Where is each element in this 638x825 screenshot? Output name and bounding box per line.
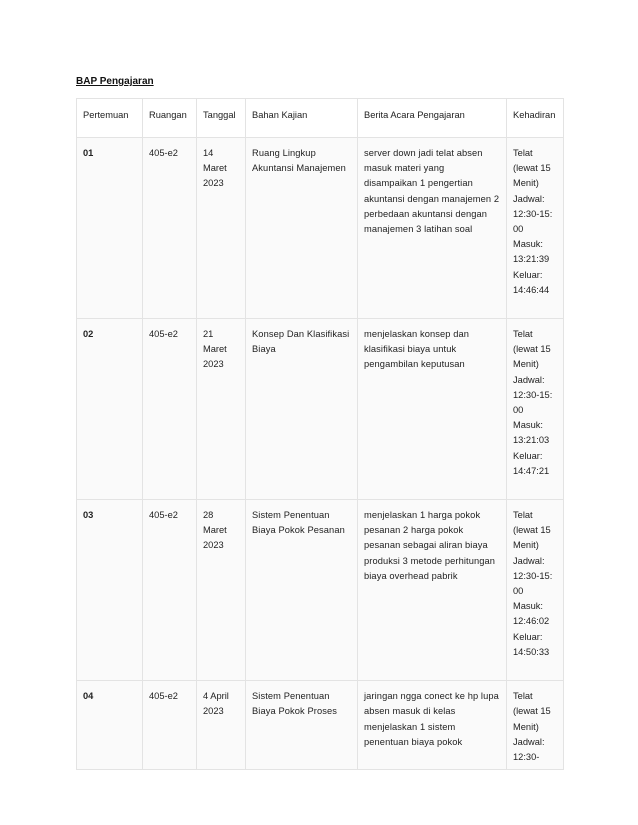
cell-kehadiran bbox=[507, 138, 564, 319]
cell-ruangan: 405-e2 bbox=[143, 138, 197, 319]
kehadiran-schedule-label: Jadwal: bbox=[513, 374, 545, 385]
cell-bahan-kajian: Sistem Penentuan Biaya Pokok Proses bbox=[246, 681, 358, 770]
cell-pertemuan: 04 bbox=[77, 681, 143, 770]
cell-berita-acara: menjelaskan konsep dan klasifikasi biaya untuk pengambilan keputusan bbox=[358, 319, 507, 500]
cell-bahan-kajian: Sistem Penentuan Biaya Pokok Pesanan bbox=[246, 500, 358, 681]
cell-tanggal: 28 Maret 2023 bbox=[197, 500, 246, 681]
document-title-text: BAP Pengajaran bbox=[76, 76, 154, 87]
cell-ruangan: 405-e2 bbox=[143, 319, 197, 500]
kehadiran-status: Telat bbox=[513, 329, 533, 340]
header-kehadiran: Kehadiran bbox=[507, 99, 564, 138]
kehadiran-out-value: 14:47:21 bbox=[513, 465, 550, 476]
table-header-row bbox=[77, 99, 564, 138]
cell-pertemuan: 01 bbox=[77, 138, 143, 319]
cell-kehadiran bbox=[507, 681, 564, 770]
kehadiran-in-label: Masuk: bbox=[513, 239, 543, 250]
cell-kehadiran bbox=[507, 319, 564, 500]
kehadiran-out-label: Keluar: bbox=[513, 269, 543, 280]
kehadiran-late-note: (lewat 15Menit) bbox=[513, 706, 551, 732]
kehadiran-schedule-value: 12:30-15:00 bbox=[513, 570, 553, 597]
cell-ruangan: 405-e2 bbox=[143, 500, 197, 681]
kehadiran-schedule-label: Jadwal: bbox=[513, 555, 545, 566]
kehadiran-late-note: (lewat 15Menit) bbox=[513, 525, 551, 551]
kehadiran-schedule-value: 12:30-15:00 bbox=[513, 208, 553, 235]
kehadiran-in-value: 12:46:02 bbox=[513, 616, 550, 627]
cell-berita-acara: menjelaskan 1 harga pokok pesanan 2 harga pokok pesanan sebagai aliran biaya produksi 3 metode perhitungan biaya overhead pabrik bbox=[358, 500, 507, 681]
kehadiran-in-label: Masuk: bbox=[513, 601, 543, 612]
kehadiran-schedule-label: Jadwal: bbox=[513, 193, 545, 204]
table-row bbox=[77, 319, 564, 500]
table-row bbox=[77, 138, 564, 319]
cell-pertemuan: 03 bbox=[77, 500, 143, 681]
header-berita-acara: Berita Acara Pengajaran bbox=[358, 99, 507, 138]
kehadiran-in-label: Masuk: bbox=[513, 420, 543, 431]
kehadiran-out-label: Keluar: bbox=[513, 631, 543, 642]
kehadiran-status: Telat bbox=[513, 510, 533, 521]
header-ruangan: Ruangan bbox=[143, 99, 197, 138]
cell-bahan-kajian: Konsep Dan Klasifikasi Biaya bbox=[246, 319, 358, 500]
cell-pertemuan: 02 bbox=[77, 319, 143, 500]
kehadiran-late-note: (lewat 15Menit) bbox=[513, 163, 551, 189]
cell-berita-acara: server down jadi telat absen masuk materi yang disampaikan 1 pengertian akuntansi dengan manajemen 2 perbedaan akuntansi dengan manajemen 3 latihan soal bbox=[358, 138, 507, 319]
cell-tanggal: 14 Maret 2023 bbox=[197, 138, 246, 319]
kehadiran-out-value: 14:50:33 bbox=[513, 646, 550, 657]
kehadiran-late-note: (lewat 15Menit) bbox=[513, 344, 551, 370]
cell-kehadiran bbox=[507, 500, 564, 681]
header-tanggal: Tanggal bbox=[197, 99, 246, 138]
cell-bahan-kajian: Ruang Lingkup Akuntansi Manajemen bbox=[246, 138, 358, 319]
bap-table bbox=[76, 98, 564, 770]
document-title bbox=[76, 76, 154, 87]
cell-tanggal: 4 April 2023 bbox=[197, 681, 246, 770]
kehadiran-in-value: 13:21:03 bbox=[513, 435, 550, 446]
cell-ruangan: 405-e2 bbox=[143, 681, 197, 770]
kehadiran-schedule-value: 12:30- bbox=[513, 751, 540, 762]
kehadiran-in-value: 13:21:39 bbox=[513, 254, 550, 265]
header-bahan-kajian: Bahan Kajian bbox=[246, 99, 358, 138]
kehadiran-out-label: Keluar: bbox=[513, 450, 543, 461]
kehadiran-status: Telat bbox=[513, 691, 533, 702]
kehadiran-out-value: 14:46:44 bbox=[513, 284, 550, 295]
kehadiran-schedule-label: Jadwal: bbox=[513, 736, 545, 747]
kehadiran-schedule-value: 12:30-15:00 bbox=[513, 389, 553, 416]
table-row bbox=[77, 500, 564, 681]
kehadiran-status: Telat bbox=[513, 148, 533, 158]
table-row bbox=[77, 681, 564, 770]
cell-tanggal: 21 Maret 2023 bbox=[197, 319, 246, 500]
header-pertemuan: Pertemuan bbox=[77, 99, 143, 138]
cell-berita-acara: jaringan ngga conect ke hp lupa absen masuk di kelas menjelaskan 1 sistem penentuan biaya pokok bbox=[358, 681, 507, 770]
